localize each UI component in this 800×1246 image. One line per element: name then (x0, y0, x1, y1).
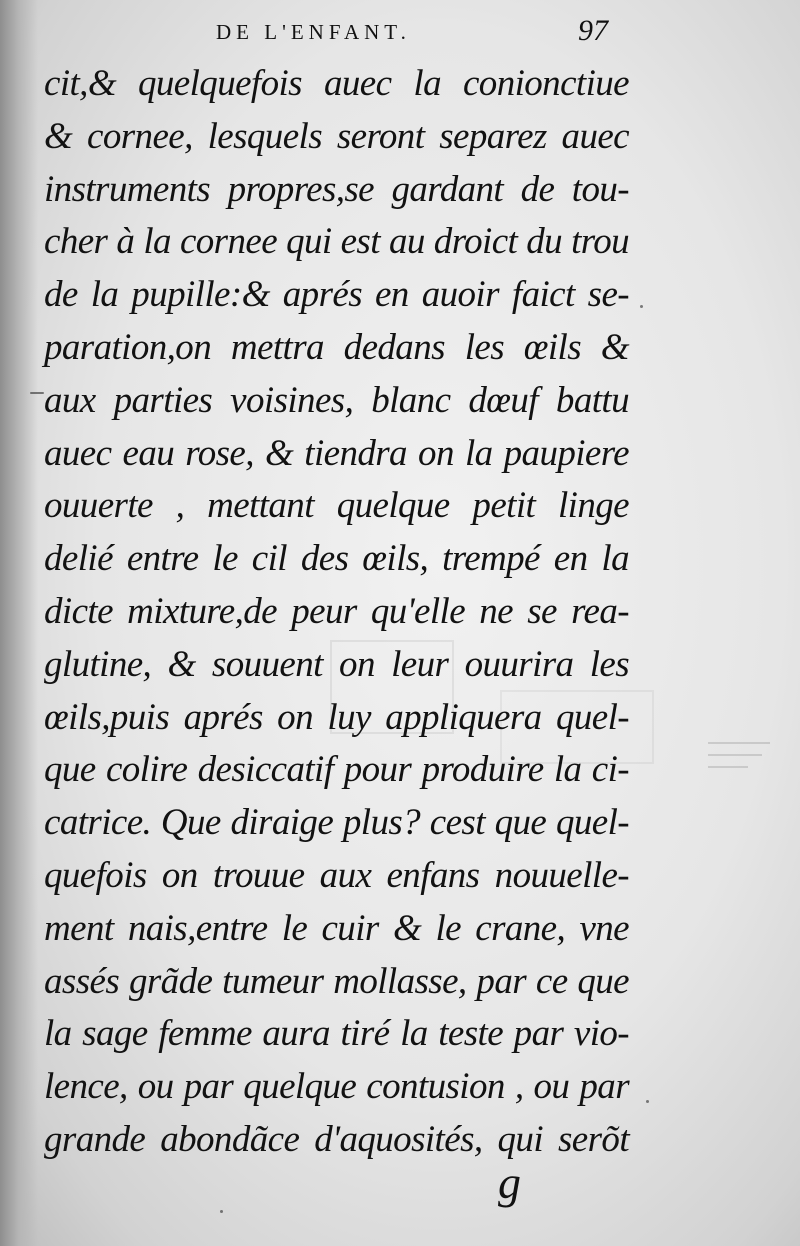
text-line: dicte mixture,de peur qu'elle ne se rea- (44, 590, 629, 632)
body-text (44, 58, 629, 1167)
page-number: 97 (578, 14, 608, 47)
text-line: la sage femme aura tiré la teste par vio- (44, 1013, 629, 1055)
ink-speck (220, 1210, 223, 1213)
text-line: lence, ou par quelque contusion , ou par (44, 1066, 629, 1108)
ink-speck (640, 305, 643, 308)
ink-speck (646, 1100, 649, 1103)
text-line: quefois on trouue aux enfans nouuelle- (44, 854, 629, 896)
text-line: assés grãde tumeur mollasse, par ce que (44, 960, 629, 1002)
text-line: paration,on mettra dedans les œils & (44, 326, 629, 368)
text-line: cher à la cornee qui est au droict du trou (44, 221, 629, 263)
text-line: ment nais,entre le cuir & le crane, vne (44, 907, 629, 949)
text-line: instruments propres,se gardant de tou- (44, 168, 629, 210)
text-line: aux parties voisines, blanc dœuf battu (44, 379, 629, 421)
text-line: & cornee, lesquels seront separez auec (44, 115, 629, 157)
signature-mark: g (498, 1157, 521, 1208)
show-through-margin-note (708, 736, 770, 778)
text-line: grande abondãce d'aquosités, qui serõt (44, 1118, 629, 1160)
text-line: ouuerte , mettant quelque petit linge (44, 485, 629, 527)
text-line: auec eau rose, & tiendra on la paupiere (44, 432, 629, 474)
text-line: delié entre le cil des œils, trempé en la (44, 538, 629, 580)
text-line: glutine, & souuent on leur ouurira les (44, 643, 629, 685)
text-line: œils,puis aprés on luy appliquera quel- (44, 696, 629, 738)
running-head: DE L'ENFANT. (216, 20, 411, 44)
text-line: cit,& quelquefois auec la conionctiue (44, 63, 629, 104)
text-line: catrice. Que diraige plus? cest que quel- (44, 802, 629, 844)
text-line: de la pupille:& aprés en auoir faict se- (44, 274, 629, 316)
spine-shadow (0, 0, 38, 1246)
ink-speck (30, 392, 44, 394)
text-line: que colire desiccatif pour produire la ci- (44, 749, 629, 791)
